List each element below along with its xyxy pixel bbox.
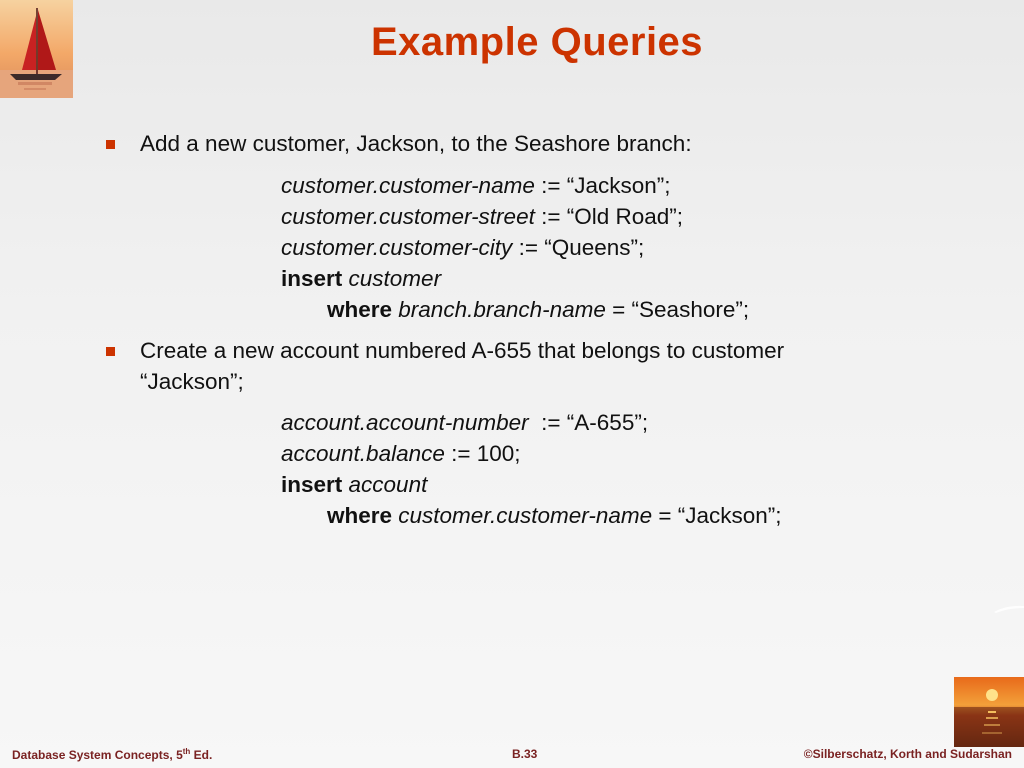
sunset-image [954, 677, 1024, 747]
code-line: insert customer [281, 266, 442, 291]
bullet-text-1: Add a new customer, Jackson, to the Seashore branch: [140, 131, 692, 156]
code-line: customer.customer-city := “Queens”; [281, 235, 645, 260]
footer-copyright: ©Silberschatz, Korth and Sudarshan [803, 747, 1012, 761]
bullet-marker [106, 347, 115, 356]
code-line: account.account-number := “A-655”; [281, 410, 649, 435]
slide-title: Example Queries [370, 20, 704, 64]
bullet-text-2a: Create a new account numbered A-655 that belongs to customer [140, 338, 785, 363]
decorative-swoosh [994, 604, 1024, 614]
bullet-text-2b: “Jackson”; [140, 369, 244, 394]
code-line: account.balance := 100; [281, 441, 521, 466]
code-line: where customer.customer-name = “Jackson”; [327, 503, 782, 528]
code-line: customer.customer-name := “Jackson”; [281, 173, 671, 198]
bullet-marker [106, 140, 115, 149]
code-line: customer.customer-street := “Old Road”; [281, 204, 684, 229]
footer-page-number: B.33 [512, 747, 538, 761]
code-line: insert account [281, 472, 428, 497]
code-line: where branch.branch-name = “Seashore”; [327, 297, 750, 322]
footer-book-title: Database System Concepts, 5th Ed. [12, 747, 213, 762]
